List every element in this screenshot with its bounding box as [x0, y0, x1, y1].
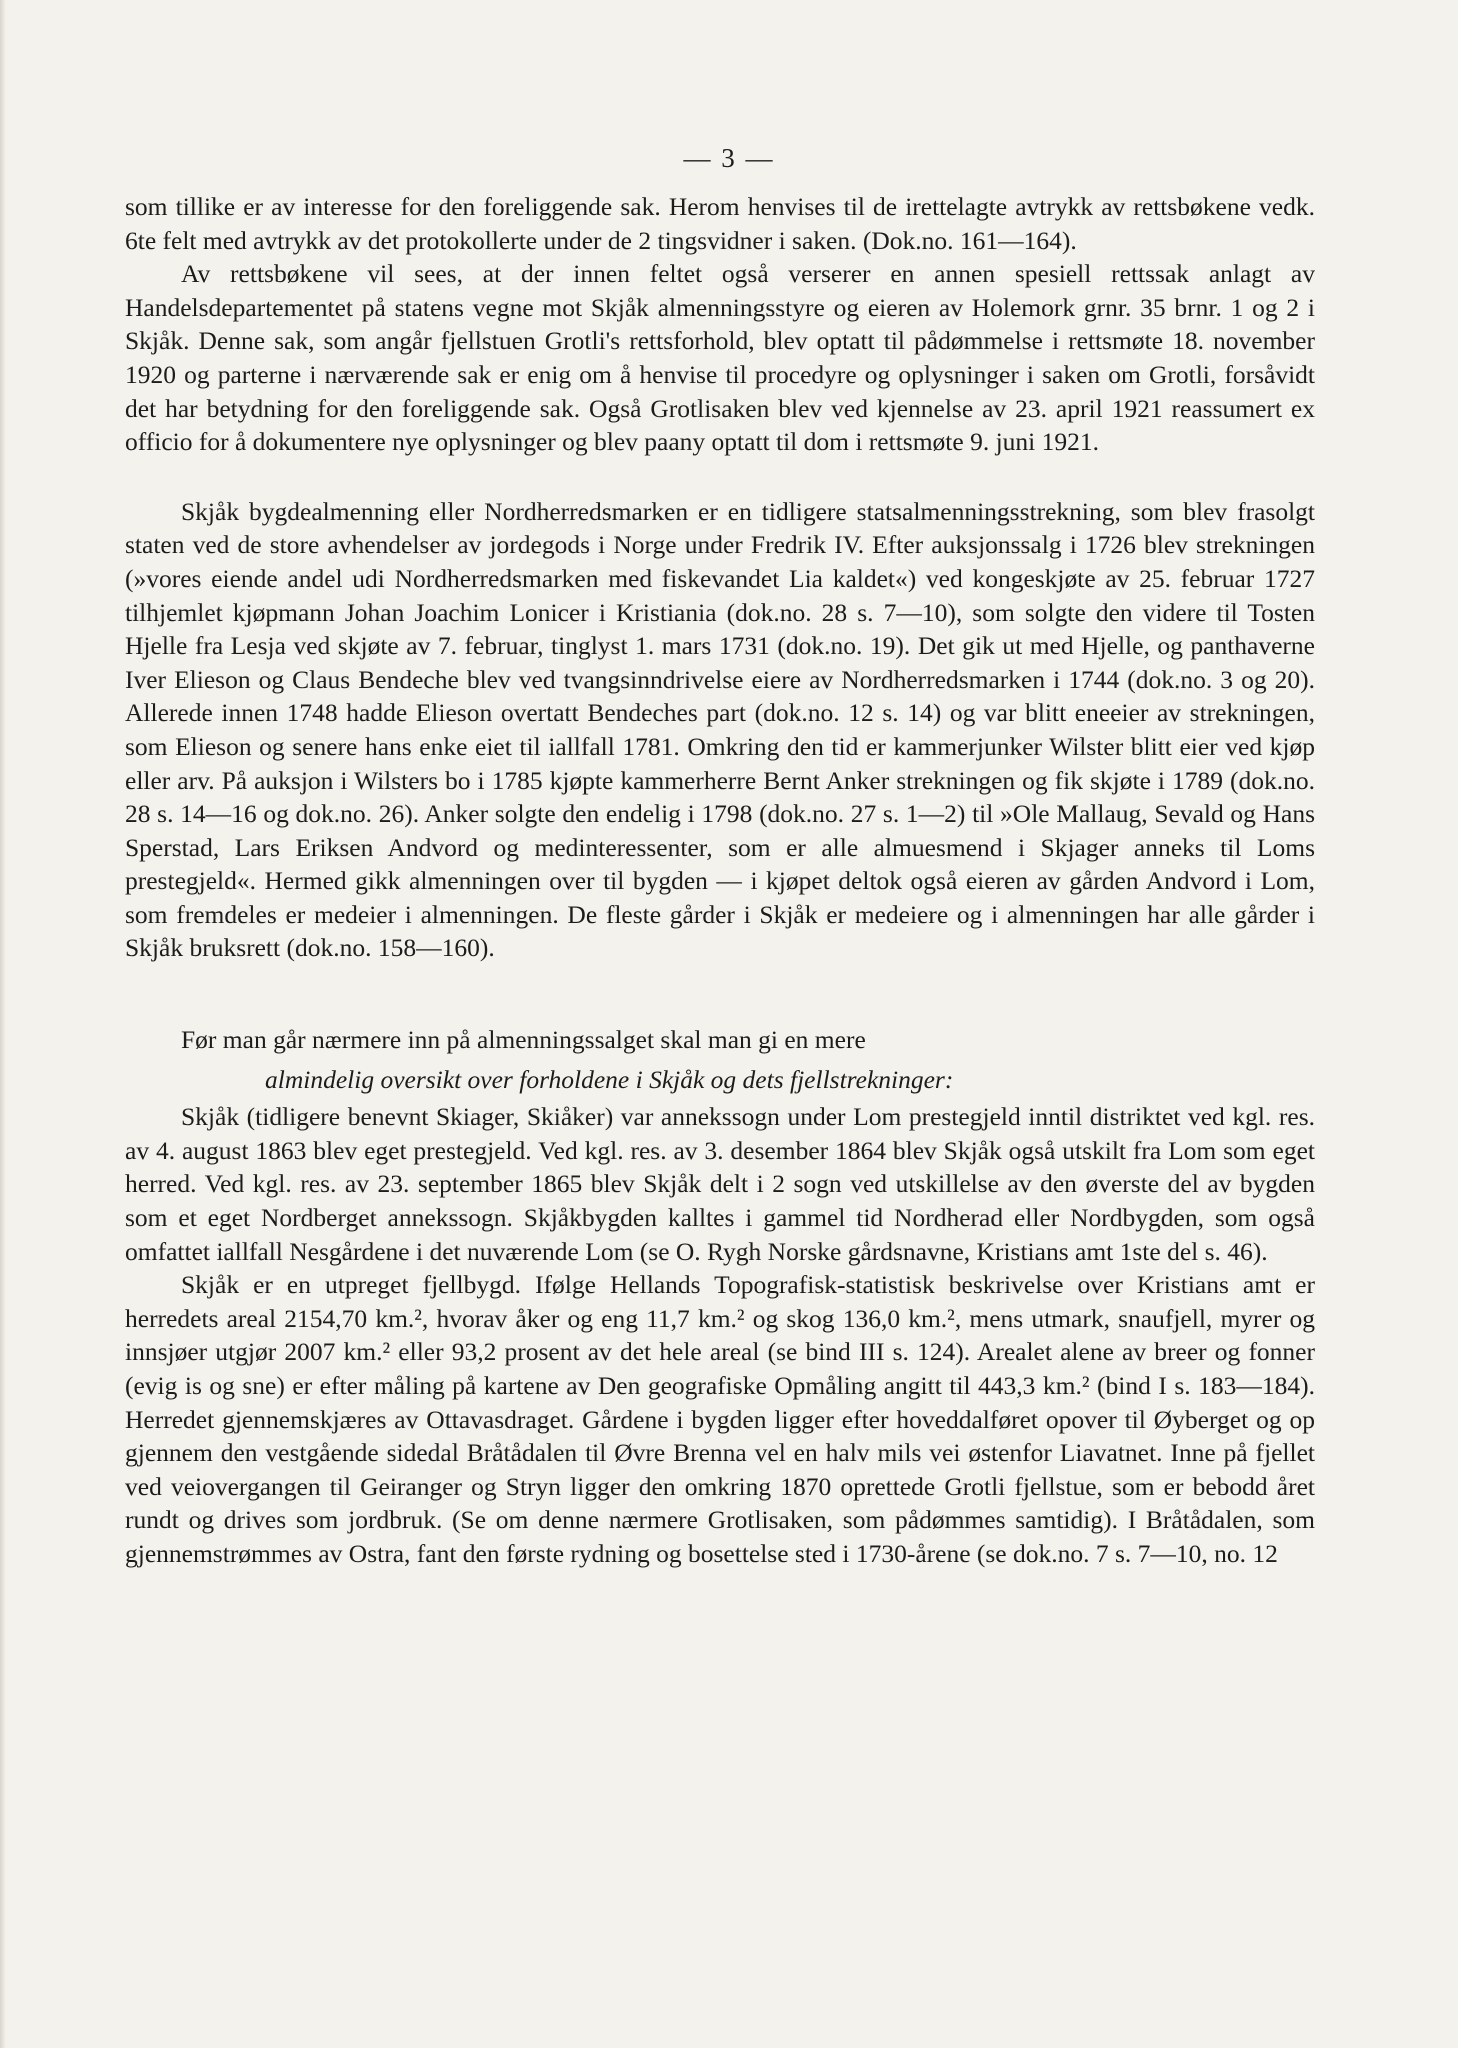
page-number: — 3 — — [683, 143, 775, 173]
body-text — [125, 190, 1315, 1571]
paragraph-gap — [125, 459, 1315, 495]
paragraph-gap — [125, 965, 1315, 1023]
paragraph-bygdealmenning: Skjåk bygdealmenning eller Nordherredsmarken er en tidligere statsalmenningsstrekning, som blev frasolgt staten ved de store avhendelser av jordegods i Norge under Fredrik IV. Efter auksjonssalg i 1726 blev strekningen (»vores eiende andel udi Nordherredsmarken med fiskevandet Lia kaldet«) ved kongeskjøte av 25. februar 1727 tilhjemlet kjøpmann Johan Joachim Lonicer i Kristiania (dok.no. 28 s. 7—10), som solgte den videre til Tosten Hjelle fra Lesja ved skjøte av 7. februar, tinglyst 1. mars 1731 (dok.no. 19). Det gik ut med Hjelle, og panthaverne Iver Elieson og Claus Bendeche blev ved tvangsinndrivelse eiere av Nordherredsmarken i 1744 (dok.no. 3 og 20). Allerede innen 1748 hadde Elieson overtatt Bendeches part (dok.no. 12 s. 14) og var blitt eneeier av strekningen, som Elieson og senere hans enke eiet til iallfall 1781. Omkring den tid er kammerjunker Wilster blitt eier ved kjøp eller arv. På auksjon i Wilsters bo i 1785 kjøpte kammerherre Bernt Anker strekningen og fik skjøte i 1789 (dok.no. 28 s. 14—16 og dok.no. 26). Anker solgte den endelig i 1798 (dok.no. 27 s. 1—2) til »Ole Mallaug, Sevald og Hans Sperstad, Lars Eriksen Andvord og medinteressenter, som er alle almuesmend i Skjager anneks til Loms prestegjeld«. Hermed gikk almenningen over til bygden — i kjøpet deltok også eieren av gården Andvord i Lom, som fremdeles er medeier i almenningen. De fleste gårder i Skjåk er medeiere og i almenningen har alle gårder i Skjåk bruksrett (dok.no. 158—160). — [125, 496, 1315, 963]
paragraph-rettsbokene: Av rettsbøkene vil sees, at der innen feltet også verserer en annen spesiell rettssak anlagt av Handelsdepartementet på statens vegne mot Skjåk almenningsstyre og eieren av Holemork grnr. 35 brnr. 1 og 2 i Skjåk. Denne sak, som angår fjellstuen Grotli's rettsforhold, blev optatt til pådømmelse i rettsmøte 18. november 1920 og parterne i nærværende sak er enig om å henvise til procedyre og oplysninger i saken om Grotli, forsåvidt det har betydning for den foreliggende sak. Også Grotlisaken blev ved kjennelse av 23. april 1921 reassumert ex officio for å dokumentere nye oplysninger og blev paany optatt til dom i rettsmøte 9. juni 1921. — [125, 259, 1315, 457]
paragraph-intro: Før man går nærmere inn på almenningssalget skal man gi en mere — [181, 1025, 866, 1055]
paragraph-continuation: som tillike er av interesse for den foreliggende sak. Herom henvises til de irettelagte avtrykk av rettsbøkene vedk. 6te felt med avtrykk av det protokollerte under de 2 tingsvidner i saken. (Dok.no. 161—164). — [125, 192, 1315, 255]
paragraph-skjak-history: Skjåk (tidligere benevnt Skiager, Skiåker) var annekssogn under Lom prestegjeld inntil distriktet ved kgl. res. av 4. august 1863 blev eget prestegjeld. Ved kgl. res. av 3. desember 1864 blev Skjåk også utskilt fra Lom som eget herred. Ved kgl. res. av 23. september 1865 blev Skjåk delt i 2 sogn ved utskillelse av den øverste del av bygden som et eget Nordberget annekssogn. Skjåkbygden kalltes i gammel tid Nordherad eller Nordbygden, som også omfattet iallfall Nesgårdene i det nuværende Lom (se O. Rygh Norske gårdsnavne, Kristians amt 1ste del s. 46). — [125, 1102, 1315, 1266]
section-subtitle: almindelig oversikt over forholdene i Skjåk og dets fjellstrekninger: — [265, 1064, 954, 1094]
paragraph-skjak-geography: Skjåk er en utpreget fjellbygd. Ifølge Hellands Topografisk-statistisk beskrivelse over Kristians amt er herredets areal 2154,70 km.², hvorav åker og eng 11,7 km.² og skog 136,0 km.², mens utmark, snaufjell, myrer og innsjøer utgjør 2007 km.² eller 93,2 prosent av det hele areal (se bind III s. 124). Arealet alene av breer og fonner (evig is og sne) er efter måling på kartene av Den geografiske Opmåling angitt til 443,3 km.² (bind I s. 183—184). Herredet gjennemskjæres av Ottavasdraget. Gårdene i bygden ligger efter hoveddalføret opover til Øyberget og op gjennem den vestgående sidedal Bråtådalen til Øvre Brenna vel en halv mils vei østenfor Liavatnet. Inne på fjellet ved veiovergangen til Geiranger og Stryn ligger den omkring 1870 oprettede Grotli fjellstue, som er bebodd året rundt og drives som jordbruk. (Se om denne nærmere Grotlisaken, som pådømmes samtidig). I Bråtådalen, som gjennemstrømmes av Ostra, fant den første rydning og bosettelse sted i 1730-årene (se dok.no. 7 s. 7—10, no. 12 — [125, 1270, 1315, 1568]
scan-edge — [0, 0, 6, 2048]
